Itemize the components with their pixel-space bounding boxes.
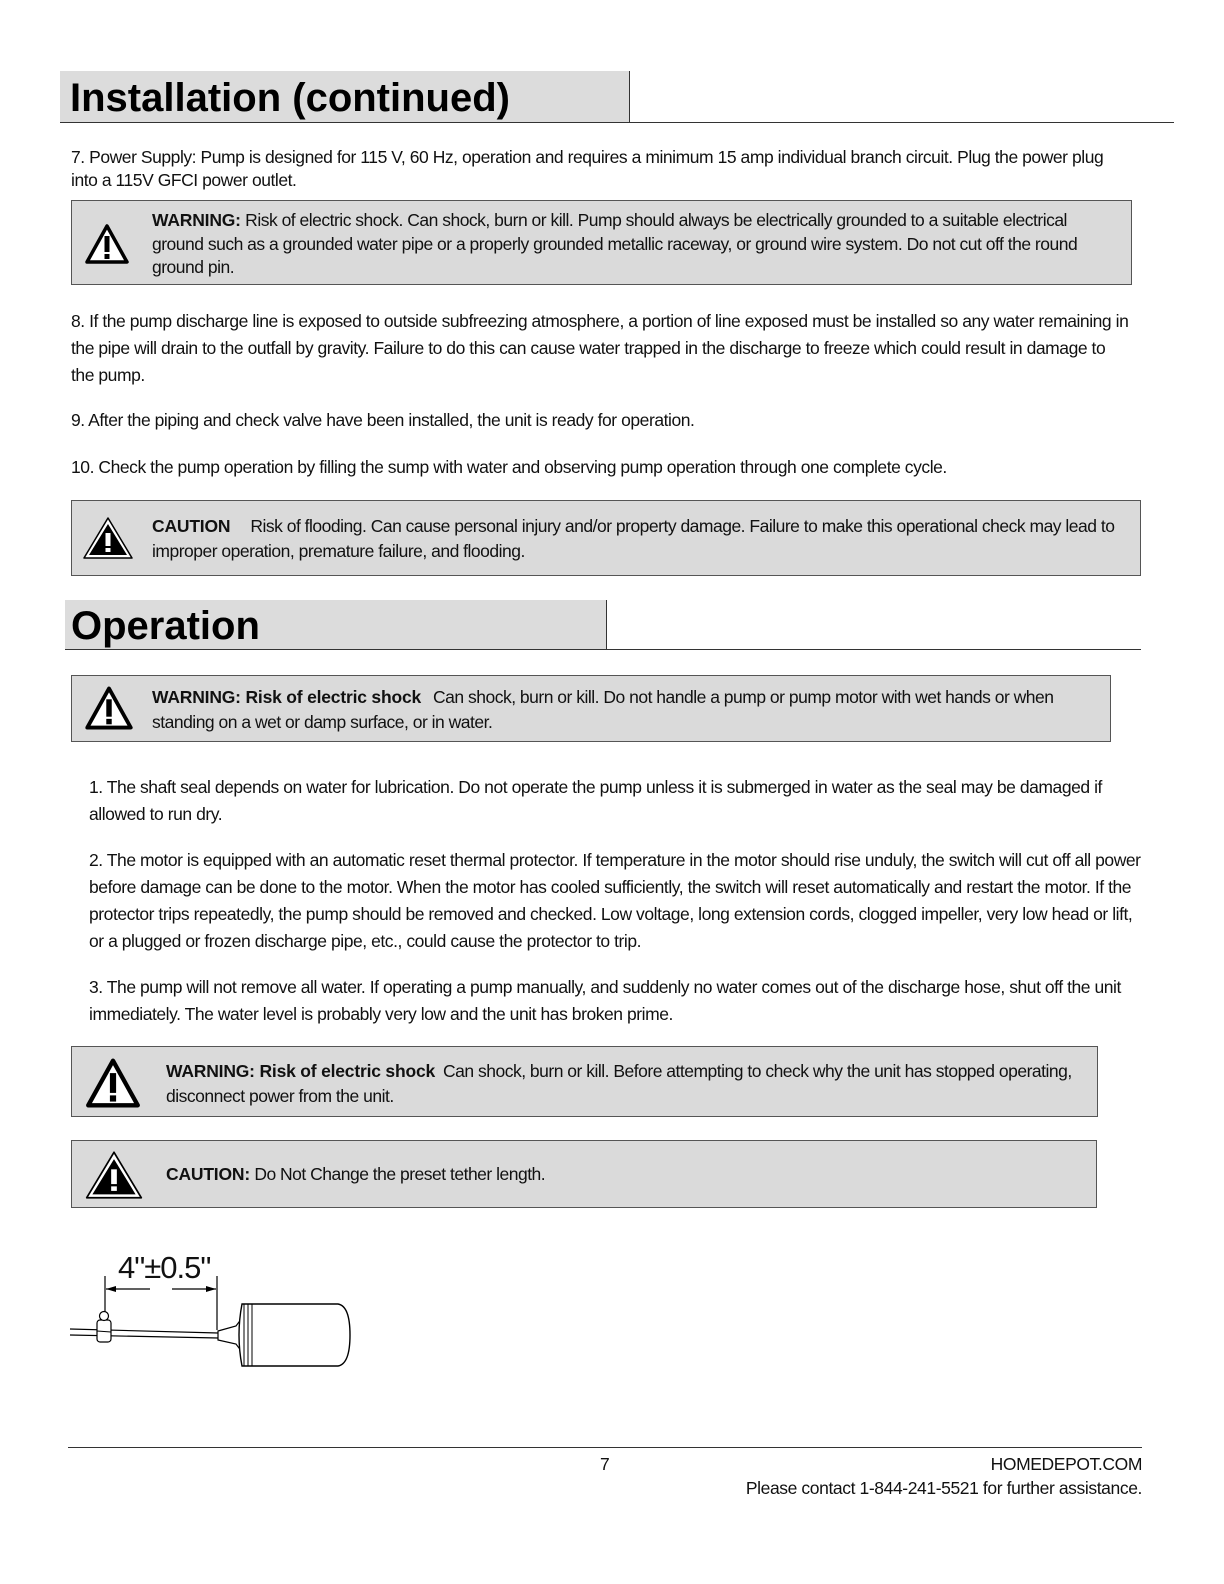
footer-contact: Please contact 1-844-241-5521 for further assistance. <box>745 1478 1142 1498</box>
warning-message-wet-hands <box>152 685 1097 735</box>
warning-triangle-icon <box>84 1057 142 1109</box>
warning-text-grounding: Risk of electric shock. Can shock, burn or kill. Pump should always be electrically grounded to a suitable electrical ground such as a grounded water pipe or a properly grounded metallic raceway, or ground wire system. Do not cut off the round ground pin. <box>152 210 1078 277</box>
warning-keyword: WARNING: Risk of electric shock <box>152 687 422 707</box>
caution-text-flooding: Risk of flooding. Can cause personal injury and/or property damage. Failure to make this operational check may lead to improper operation, premature failure, and flooding. <box>152 516 1115 561</box>
warning-text-disconnect: Can shock, burn or kill. Before attempting to check why the unit has stopped operating, disconnect power from the unit. <box>166 1061 1072 1106</box>
warning-triangle-icon <box>84 223 130 265</box>
caution-text-tether: Do Not Change the preset tether length. <box>249 1164 546 1184</box>
installation-title: Installation (continued) <box>70 76 510 120</box>
installation-header-band <box>60 71 630 122</box>
operation-step-2: 2. The motor is equipped with an automatic reset thermal protector. If temperature in the motor should rise unduly, the switch will cut off all power before damage can be done to the motor. When the motor has cooled sufficiently, the switch will reset automatically and restart the motor. If the protector trips repeatedly, the pump should be removed and checked. Low voltage, long extension cords, clogged impeller, very low head or lift, or a plugged or frozen discharge pipe, etc., could cause the protector to trip. <box>89 850 1141 951</box>
tether-diagram <box>66 1248 366 1388</box>
installation-step-10: 10. Check the pump operation by filling the sump with water and observing pump operation through one complete cycle. <box>71 457 947 477</box>
warning-keyword: WARNING: <box>152 210 241 230</box>
operation-header-rule <box>65 649 1141 650</box>
caution-keyword: CAUTION: <box>166 1164 250 1184</box>
caution-message-flooding <box>152 514 1122 564</box>
warning-box-wet-hands <box>71 675 1111 742</box>
operation-title: Operation <box>71 604 260 648</box>
installation-step-7: 7. Power Supply: Pump is designed for 115 V, 60 Hz, operation and requires a minimum 15 amp individual branch circuit. Plug the power plug into a 115V GFCI power outlet. <box>71 147 1104 190</box>
warning-triangle-icon <box>84 685 134 731</box>
operation-step-1: 1. The shaft seal depends on water for lubrication. Do not operate the pump unless it is submerged in water as the seal may be damaged if allowed to run dry. <box>89 777 1102 824</box>
warning-keyword: WARNING: Risk of electric shock <box>166 1061 436 1081</box>
operation-header-band <box>65 600 607 649</box>
warning-message-grounding <box>152 209 1112 280</box>
caution-triangle-icon <box>82 516 134 560</box>
warning-box-grounding <box>71 200 1132 285</box>
warning-text-wet-hands: Can shock, burn or kill. Do not handle a pump or pump motor with wet hands or when standing on a wet or damp surface, or in water. <box>152 687 1054 732</box>
warning-message-disconnect <box>166 1059 1086 1109</box>
operation-header <box>65 600 1141 650</box>
installation-step-8: 8. If the pump discharge line is exposed to outside subfreezing atmosphere, a portion of line exposed must be installed so any water remaining in the pipe will drain to the outfall by gravity. Failure to do this can cause water trapped in the discharge to freeze which could result in damage to the pump. <box>71 311 1129 385</box>
installation-step-9: 9. After the piping and check valve have been installed, the unit is ready for operation. <box>71 410 695 430</box>
caution-triangle-icon <box>84 1150 144 1200</box>
operation-step-3: 3. The pump will not remove all water. If operating a pump manually, and suddenly no water comes out of the discharge hose, shut off the unit immediately. The water level is probably very low and the unit has broken prime. <box>89 977 1121 1024</box>
tether-dimension-label: 4"±0.5" <box>118 1250 211 1285</box>
warning-box-disconnect <box>71 1046 1098 1117</box>
pump-float-drawing <box>66 1248 366 1388</box>
page-number: 7 <box>600 1454 610 1474</box>
footer-site: HOMEDEPOT.COM <box>990 1454 1142 1474</box>
installation-header <box>60 71 1174 123</box>
caution-box-flooding <box>71 500 1141 576</box>
caution-box-tether <box>71 1140 1097 1208</box>
caution-message-tether <box>166 1162 1066 1187</box>
caution-keyword: CAUTION <box>152 516 231 536</box>
footer-divider <box>68 1447 1142 1448</box>
installation-header-rule <box>60 122 1174 123</box>
